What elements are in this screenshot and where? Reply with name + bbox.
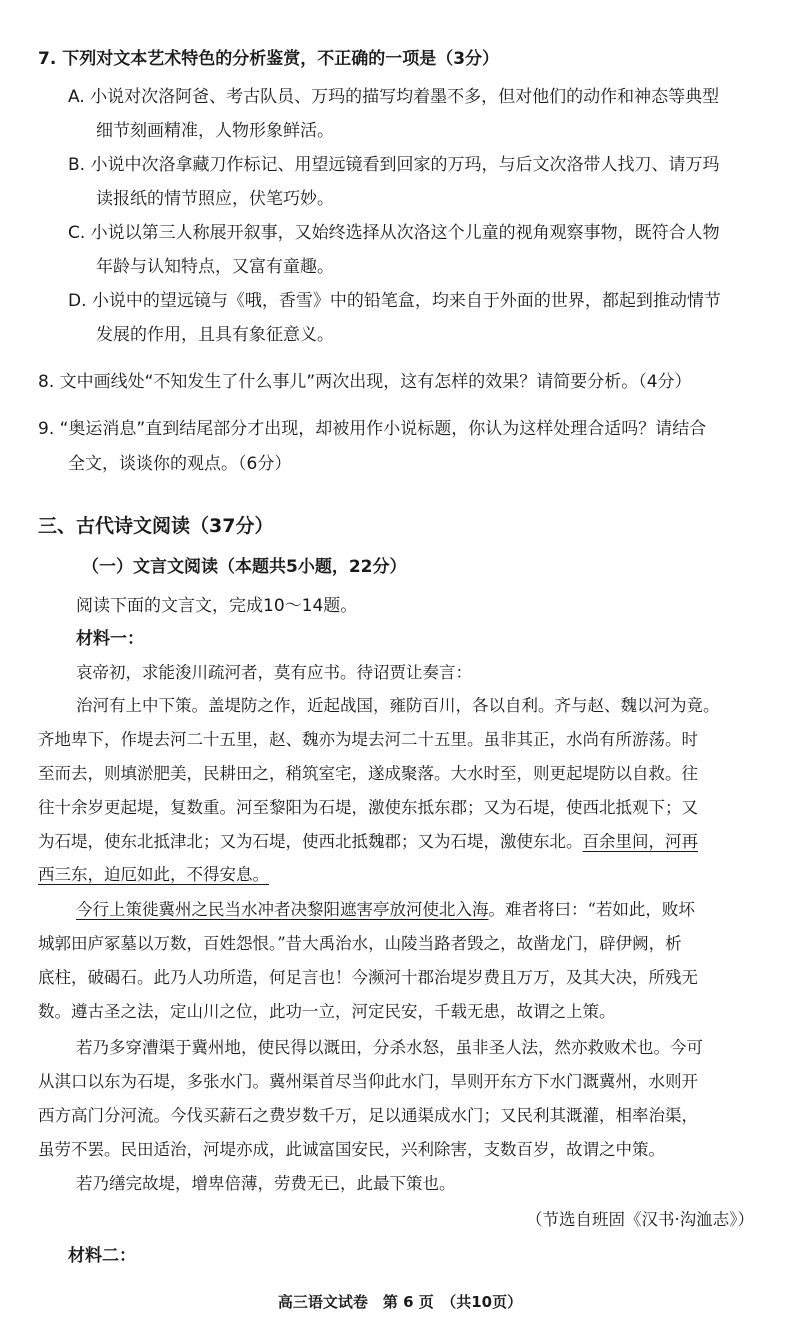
text-p1: 哀帝初，求能浚川疏河者，莫有应书。待诏贾让奏言： bbox=[76, 663, 472, 682]
material-1-label: 材料一： bbox=[76, 629, 144, 649]
question-8: 8. 文中画线处“不知发生了什么事儿”两次出现，这有怎样的效果？请简要分析。（4分） bbox=[38, 372, 692, 392]
underlined-sentence-2: 今行上策徙冀州之民当水冲者决黎阳遮害亭放河使北入海 bbox=[76, 900, 489, 919]
text-p2-line-2: 齐地卑下，作堤去河二十五里，赵、魏亦为堤去河二十五里。虽非其正，水尚有所游荡。时 bbox=[38, 730, 698, 749]
question-9-line-1: 9. “奥运消息”直到结尾部分才出现，却被用作小说标题，你认为这样处理合适吗？请结合 bbox=[38, 419, 707, 439]
underlined-sentence-1-end: 西三东，迫厄如此，不得安息。 bbox=[38, 865, 269, 884]
option-d-line-2: 发展的作用，且具有象征意义。 bbox=[96, 325, 334, 345]
option-a-line-2: 细节刻画精准，人物形象鲜活。 bbox=[96, 121, 334, 141]
option-b-line-1: B. 小说中次洛拿藏刀作标记、用望远镜看到回家的万玛，与后文次洛带人找刀、请万玛 bbox=[68, 155, 720, 175]
material-2-label: 材料二： bbox=[68, 1246, 136, 1266]
option-d-line-1: D. 小说中的望远镜与《哦，香雪》中的铅笔盒，均来自于外面的世界，都起到推动情节 bbox=[68, 291, 721, 311]
text-p2-line-1: 治河有上中下策。盖堤防之作，近起战国，雍防百川，各以自利。齐与赵、魏以河为竟。 bbox=[76, 696, 720, 715]
text-p5: 若乃缮完故堤，增卑倍薄，劳费无已，此最下策也。 bbox=[76, 1174, 456, 1193]
text-p3-line-2: 城郭田庐冢墓以万数，百姓怨恨。”昔大禹治水，山陵当路者毁之，故凿龙门，辟伊阙，析 bbox=[38, 934, 682, 953]
question-7-stem: 7. 下列对文本艺术特色的分析鉴赏，不正确的一项是（3分） bbox=[38, 49, 500, 69]
option-b-line-2: 读报纸的情节照应，伏笔巧妙。 bbox=[96, 189, 334, 209]
page-footer: 高三语文试卷 第 6 页 （共10页） bbox=[277, 1293, 523, 1311]
source-citation: （节选自班固《汉书·沟洫志》） bbox=[526, 1210, 754, 1229]
text-p3-line-1 bbox=[76, 898, 695, 922]
text-p2-line-5-plain: 为石堤，使东北抵津北；又为石堤，使西北抵魏郡；又为石堤，激使东北。 bbox=[38, 832, 583, 851]
text-p2-line-3: 至而去，则填淤肥美，民耕田之，稍筑室宅，遂成聚落。大水时至，则更起堤防以自救。往 bbox=[38, 764, 698, 783]
instruction: 阅读下面的文言文，完成10～14题。 bbox=[76, 596, 358, 616]
text-p3-line-1-plain: 。难者将曰：“若如此，败坏 bbox=[488, 900, 695, 919]
text-p3-line-4: 数。遵古圣之法，定山川之位，此功一立，河定民安，千载无患，故谓之上策。 bbox=[38, 1002, 616, 1021]
text-p4-line-3: 西方高门分河流。今伐买薪石之费岁数千万，足以通渠成水门；又民利其溉灌，相率治渠， bbox=[38, 1106, 698, 1125]
text-p4-line-2: 从淇口以东为石堤，多张水门。冀州渠首尽当仰此水门，旱则开东方下水门溉冀州，水则开 bbox=[38, 1072, 698, 1091]
text-p2-line-5 bbox=[38, 830, 698, 854]
text-p3-line-3: 底柱，破碣石。此乃人功所造，何足言也！今濒河十郡治堤岁费且万万，及其大决，所残无 bbox=[38, 968, 698, 987]
text-p4-line-1: 若乃多穿漕渠于冀州地，使民得以溉田，分杀水怒，虽非圣人法，然亦救败术也。今可 bbox=[76, 1038, 703, 1057]
underlined-sentence-1-start: 百余里间，河再 bbox=[582, 832, 698, 851]
text-p4-line-4: 虽劳不罢。民田适治，河堤亦成，此诚富国安民，兴利除害，支数百岁，故谓之中策。 bbox=[38, 1140, 665, 1159]
option-a-line-1: A. 小说对次洛阿爸、考古队员、万玛的描写均着墨不多，但对他们的动作和神态等典型 bbox=[68, 87, 720, 107]
section-subtitle: （一）文言文阅读（本题共5小题，22分） bbox=[82, 557, 407, 577]
text-p2-line-4: 往十余岁更起堤，复数重。河至黎阳为石堤，激使东抵东郡；又为石堤，使西北抵观下；又 bbox=[38, 798, 698, 817]
option-c-line-2: 年龄与认知特点，又富有童趣。 bbox=[96, 257, 334, 277]
option-c-line-1: C. 小说以第三人称展开叙事，又始终选择从次洛这个儿童的视角观察事物，既符合人物 bbox=[68, 223, 720, 243]
question-9-line-2: 全文，谈谈你的观点。（6分） bbox=[68, 454, 292, 474]
section-title: 三、古代诗文阅读（37分） bbox=[38, 515, 274, 537]
